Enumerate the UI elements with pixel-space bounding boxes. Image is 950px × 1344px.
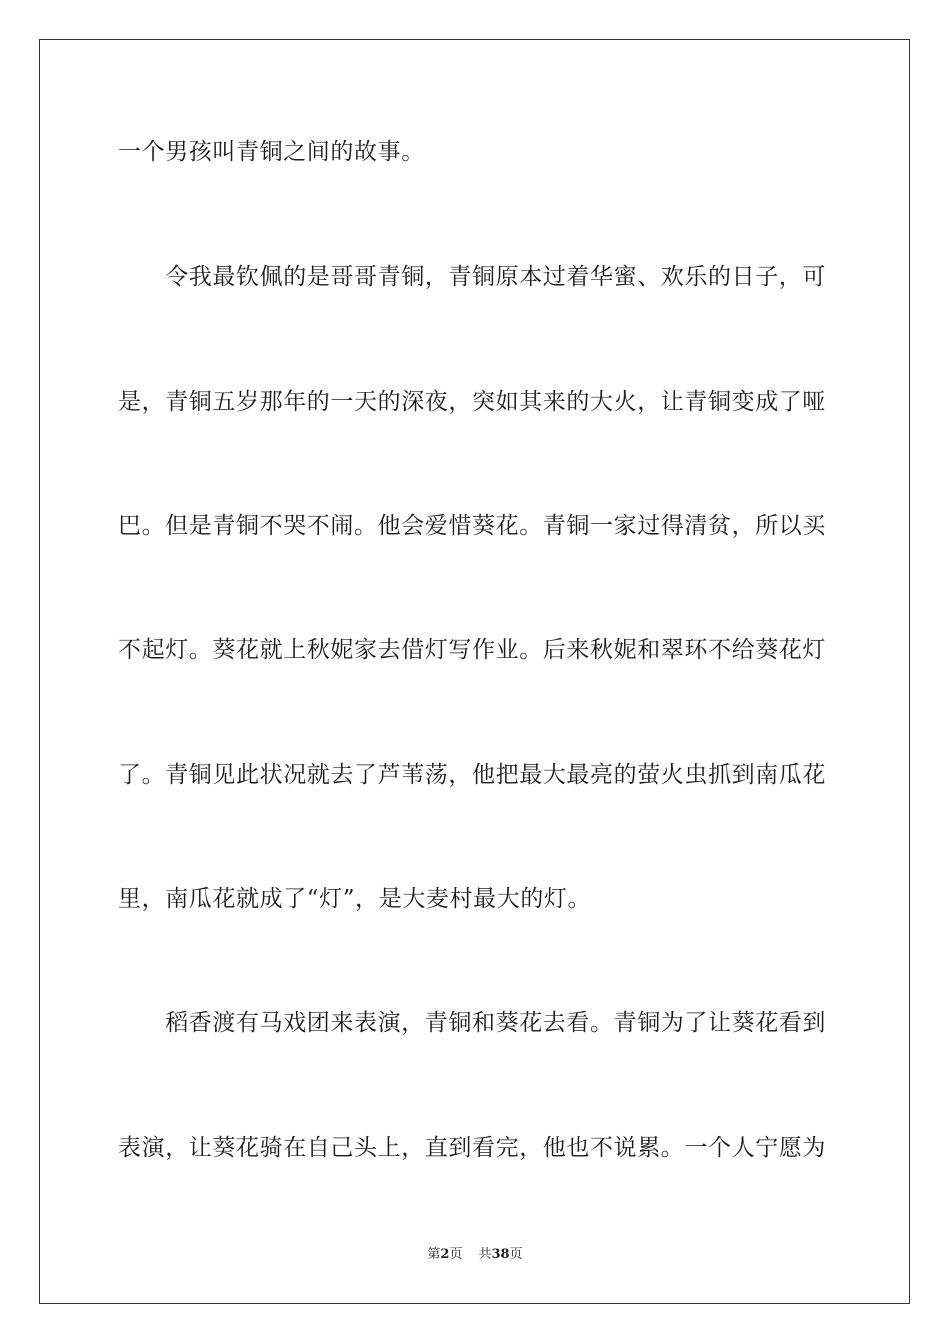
paragraph-line-7: 里，南瓜花就成了“灯”，是大麦村最大的灯。	[118, 886, 592, 912]
paragraph-line-3: 是，青铜五岁那年的一天的深夜，突如其来的大火，让青铜变成了哑	[118, 389, 826, 415]
paragraph-line-5: 不起灯。葵花就上秋妮家去借灯写作业。后来秋妮和翠环不给葵花灯	[118, 637, 826, 663]
total-label-prefix: 共	[478, 1247, 492, 1262]
paragraph-line-9: 表演，让葵花骑在自己头上，直到看完，他也不说累。一个人宁愿为	[118, 1135, 826, 1161]
page-number: 2	[440, 1247, 450, 1262]
paragraph-line-8: 稻香渡有马戏团来表演，青铜和葵花去看。青铜为了让葵花看到	[118, 1010, 826, 1036]
total-pages: 38	[491, 1247, 510, 1262]
paragraph-line-6: 了。青铜见此状况就去了芦苇荡，他把最大最亮的萤火虫抓到南瓜花	[118, 762, 826, 788]
page-label-suffix: 页	[449, 1247, 463, 1262]
paragraph-line-1: 一个男孩叫青铜之间的故事。	[118, 139, 425, 165]
page-border	[39, 39, 910, 1304]
page-footer	[0, 1246, 950, 1264]
paragraph-line-4: 巴。但是青铜不哭不闹。他会爱惜葵花。青铜一家过得清贫，所以买	[118, 513, 826, 539]
paragraph-line-2: 令我最钦佩的是哥哥青铜，青铜原本过着华蜜、欢乐的日子，可	[118, 264, 826, 290]
page-label-prefix: 第	[427, 1247, 441, 1262]
total-label-suffix: 页	[509, 1247, 523, 1262]
